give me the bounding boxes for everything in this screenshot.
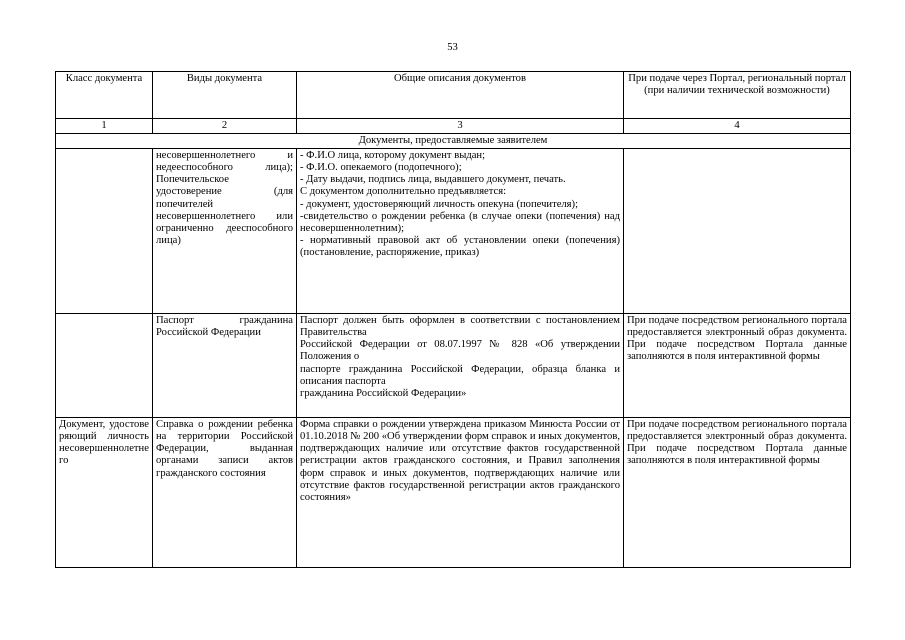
class-cell <box>56 314 153 418</box>
description-line: Форма справки о рождении утверждена приказом Минюста России от 01.10.2018 № 200 «Об утверждении форм справок и иных документов, подтверждающих наличие или отсутствие фактов государственной регистрации актов гражданского состояния, и Правил заполнения форм справок и иных документов, подтверждающих наличие или отсутствие фактов государственной регистрации актов гражданского состояния» <box>300 419 620 503</box>
description-cell <box>297 418 624 568</box>
description-line: - Ф.И.О лица, которому документ выдан; <box>300 150 486 162</box>
description-line: - документ, удостоверяющий личность опекуна (попечителя); <box>300 198 579 210</box>
col-number: 2 <box>153 119 297 134</box>
description-line: С документом дополнительно предъявляется: <box>300 186 507 198</box>
table-row <box>56 314 851 418</box>
header-portal: При подаче через Портал, региональный портал (при наличии технической возможности) <box>624 72 851 119</box>
description-line: - Дату выдачи, подпись лица, выдавшего документ, печать. <box>300 174 566 186</box>
header-description: Общие описания документов <box>297 72 624 119</box>
page-number: 53 <box>447 42 458 53</box>
description-line: -свидетельство о рождении ребенка (в случае опеки (попечения) над несовершеннолетним); <box>300 210 620 234</box>
description-cell <box>297 149 624 314</box>
documents-table <box>55 71 851 568</box>
class-cell: Документ, удостоверяющий личность несовершеннолетнего <box>56 418 153 568</box>
portal-cell: При подаче посредством регионального портала предоставляется электронный образ документа. При подаче посредством Портала данные заполняются в поля интерактивной формы <box>624 418 851 568</box>
description-line: - Ф.И.О. опекаемого (подопечного); <box>300 162 462 174</box>
class-cell <box>56 149 153 314</box>
description-cell <box>297 314 624 418</box>
col-number: 1 <box>56 119 153 134</box>
description-line: гражданина Российской Федерации» <box>300 387 467 399</box>
description-line: паспорте гражданина Российской Федерации, образца бланка и описания паспорта <box>300 363 620 387</box>
description-line: - нормативный правовой акт об установлении опеки (попечения) (постановление, распоряжение, приказ) <box>300 234 620 258</box>
description-line: Паспорт должен быть оформлен в соответствии с постановлением Правительства <box>300 315 620 339</box>
col-number: 4 <box>624 119 851 134</box>
table-row <box>56 418 851 568</box>
kind-cell: Справка о рождении ребенка на территории Российской Федерации, выданная органами записи актов гражданского состояния <box>153 418 297 568</box>
col-number: 3 <box>297 119 624 134</box>
header-class: Класс документа <box>56 72 153 119</box>
table-row <box>56 149 851 314</box>
kind-cell: Паспорт гражданина Российской Федерации <box>153 314 297 418</box>
header-kind: Виды документа <box>153 72 297 119</box>
section-row <box>56 134 851 149</box>
portal-cell <box>624 149 851 314</box>
portal-cell: При подаче посредством регионального портала предоставляется электронный образ документа. При подаче посредством Портала данные заполняются в поля интерактивной формы <box>624 314 851 418</box>
description-line: Российской Федерации от 08.07.1997 № 828 «Об утверждении Положения о <box>300 339 620 363</box>
kind-cell: несовершеннолетнего и недееспособного лица); Попечительское удостоверение (для попечителей несовершеннолетнего или ограниченно дееспособного лица) <box>153 149 297 314</box>
table-header-row <box>56 72 851 119</box>
column-number-row <box>56 119 851 134</box>
section-title: Документы, предоставляемые заявителем <box>56 134 851 149</box>
